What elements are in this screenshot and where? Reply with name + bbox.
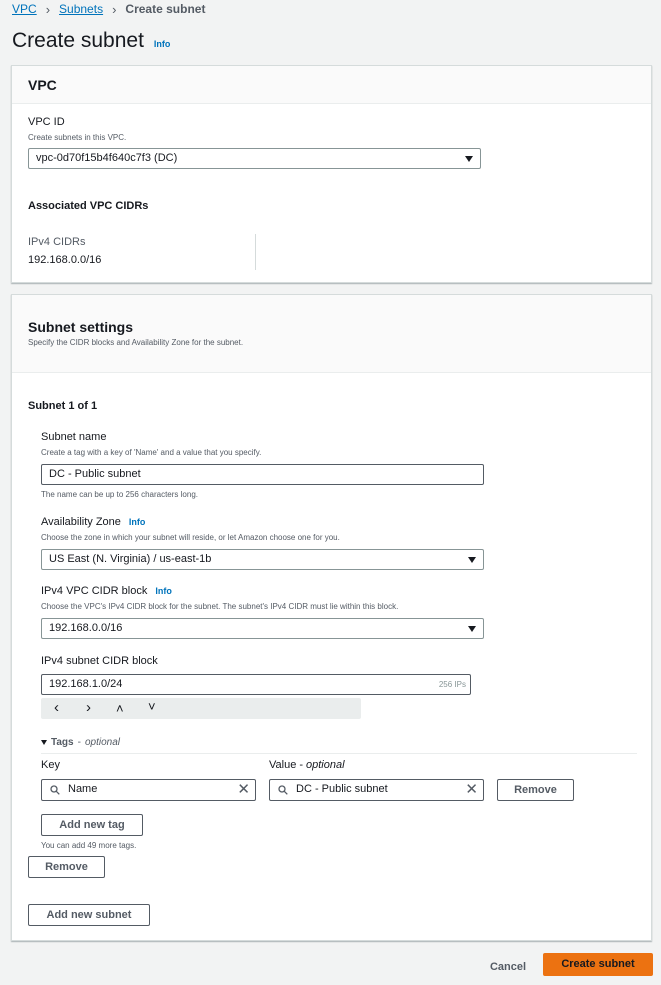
subnet-name-label: Subnet name <box>41 431 107 443</box>
remove-tag-button[interactable]: Remove <box>497 779 574 801</box>
remove-subnet-button[interactable]: Remove <box>28 856 105 878</box>
column-divider <box>255 234 256 270</box>
caret-down-icon <box>468 557 476 563</box>
subnet-name-hint: The name can be up to 256 characters long. <box>41 490 198 499</box>
tag-key-value: Name <box>68 783 98 795</box>
breadcrumb-subnets-link[interactable]: Subnets <box>59 2 104 16</box>
clear-icon[interactable]: ✕ <box>465 781 478 798</box>
tag-key-header: Key <box>41 759 60 771</box>
az-value: US East (N. Virginia) / us-east-1b <box>49 553 212 565</box>
associated-cidrs-heading: Associated VPC CIDRs <box>28 200 149 212</box>
az-info-link[interactable]: Info <box>128 517 146 527</box>
page-info-link[interactable]: Info <box>153 39 171 49</box>
search-icon <box>50 785 60 795</box>
subnet-settings-panel <box>11 294 652 941</box>
subnet-name-value: DC - Public subnet <box>49 468 141 480</box>
page-title: Create subnet <box>12 29 144 52</box>
stepper-left-button[interactable]: ‹ <box>54 699 59 716</box>
chevron-right-icon: › <box>45 1 51 17</box>
tag-value-value: DC - Public subnet <box>296 783 388 795</box>
vpc-panel-title: VPC <box>28 77 57 93</box>
tag-value-optional: optional <box>306 759 345 771</box>
breadcrumb-current: Create subnet <box>125 2 206 16</box>
tags-expander[interactable] <box>41 737 120 748</box>
tags-optional: optional <box>84 737 120 748</box>
subnet-name-description: Create a tag with a key of 'Name' and a value that you specify. <box>41 448 262 457</box>
tag-value-input[interactable] <box>269 779 484 801</box>
vpc-cidr-value: 192.168.0.0/16 <box>49 622 123 634</box>
vpc-cidr-select[interactable] <box>41 618 484 639</box>
vpc-cidr-description: Choose the VPC's IPv4 CIDR block for the subnet. The subnet's IPv4 CIDR must lie within this block. <box>41 602 399 611</box>
add-new-tag-button[interactable]: Add new tag <box>41 814 143 836</box>
subnet-name-input[interactable] <box>41 464 484 485</box>
tags-label: Tags <box>51 737 74 748</box>
caret-down-icon <box>465 156 473 162</box>
subnet-cidr-ip-count: 256 IPs <box>438 680 466 689</box>
ipv4-cidrs-value: 192.168.0.0/16 <box>28 254 102 266</box>
vpc-id-select[interactable] <box>28 148 481 169</box>
tag-key-input[interactable] <box>41 779 256 801</box>
caret-down-icon <box>41 740 47 745</box>
az-select[interactable] <box>41 549 484 570</box>
vpc-id-description: Create subnets in this VPC. <box>28 133 127 142</box>
subnet-cidr-label: IPv4 subnet CIDR block <box>41 655 158 667</box>
tag-value-header: Value <box>269 759 297 771</box>
stepper-down-button[interactable]: ˅ <box>148 699 156 714</box>
cancel-button[interactable]: Cancel <box>489 961 527 973</box>
create-subnet-button[interactable]: Create subnet <box>543 953 653 976</box>
breadcrumb <box>12 1 205 17</box>
tag-value-dash: - <box>299 759 303 771</box>
subnet-counter: Subnet 1 of 1 <box>28 400 98 412</box>
search-icon <box>278 785 288 795</box>
vpc-id-value: vpc-0d70f15b4f640c7f3 (DC) <box>36 152 178 164</box>
stepper-right-button[interactable]: › <box>86 699 91 716</box>
caret-down-icon <box>468 626 476 632</box>
subnet-settings-title: Subnet settings <box>28 319 134 335</box>
subnet-cidr-input[interactable] <box>41 674 471 695</box>
tags-hint: You can add 49 more tags. <box>41 841 137 850</box>
ipv4-cidrs-label: IPv4 CIDRs <box>28 236 86 248</box>
az-description: Choose the zone in which your subnet will reside, or let Amazon choose one for you. <box>41 533 340 542</box>
subnet-settings-description: Specify the CIDR blocks and Availability Zone for the subnet. <box>28 338 244 347</box>
tags-dash: - <box>77 737 81 748</box>
tags-divider <box>41 753 637 754</box>
stepper-up-button[interactable]: ˄ <box>116 701 124 716</box>
breadcrumb-vpc-link[interactable]: VPC <box>12 2 37 16</box>
vpc-cidr-label: IPv4 VPC CIDR block <box>41 585 148 597</box>
cidr-stepper <box>41 698 361 719</box>
clear-icon[interactable]: ✕ <box>237 781 250 798</box>
vpc-panel <box>11 65 652 283</box>
chevron-right-icon: › <box>112 1 117 17</box>
az-label: Availability Zone <box>41 516 121 528</box>
add-new-subnet-button[interactable]: Add new subnet <box>28 904 150 926</box>
vpc-cidr-info-link[interactable]: Info <box>155 586 172 596</box>
subnet-cidr-value: 192.168.1.0/24 <box>49 678 123 690</box>
vpc-id-label: VPC ID <box>28 116 65 128</box>
